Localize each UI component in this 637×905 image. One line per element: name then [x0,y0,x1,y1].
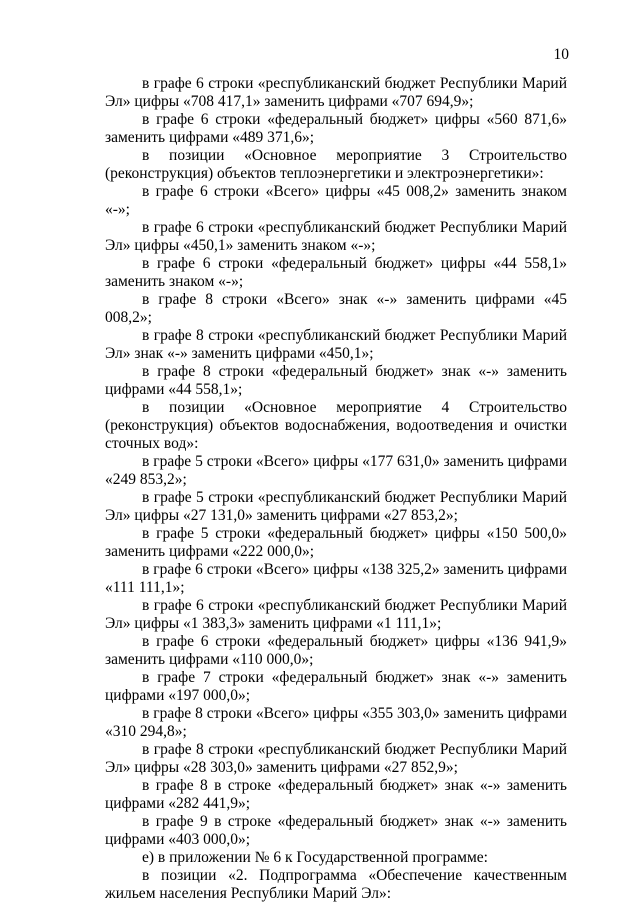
paragraph: в графе 9 в строке «федеральный бюджет» знак «-» заменить цифрами «403 000,0»; [105,813,567,848]
paragraph: в графе 5 строки «федеральный бюджет» цифры «150 500,0» заменить цифрами «222 000,0»; [105,525,567,560]
paragraph: в графе 6 строки «федеральный бюджет» цифры «44 558,1» заменить знаком «-»; [105,255,567,290]
page-number: 10 [553,46,569,63]
paragraph: в графе 8 строки «республиканский бюджет Республики Марий Эл» знак «-» заменить цифрами «450,1»; [105,327,567,362]
paragraph: в графе 5 строки «Всего» цифры «177 631,0» заменить цифрами «249 853,2»; [105,453,567,488]
paragraph: в графе 5 строки «республиканский бюджет Республики Марий Эл» цифры «27 131,0» заменить цифрами «27 853,2»; [105,489,567,524]
paragraph: в графе 8 строки «Всего» знак «-» заменить цифрами «45 008,2»; [105,291,567,326]
paragraph: в графе 6 строки «Всего» цифры «45 008,2» заменить знаком «-»; [105,183,567,218]
paragraph: в графе 7 строки «федеральный бюджет» знак «-» заменить цифрами «197 000,0»; [105,669,567,704]
paragraph: в графе 8 строки «республиканский бюджет Республики Марий Эл» цифры «28 303,0» заменить цифрами «27 852,9»; [105,741,567,776]
paragraph: в позиции «Основное мероприятие 4 Строительство (реконструкция) объектов водоснабжения, водоотведения и очистки сточных вод»: [105,399,567,452]
paragraph: в графе 8 строки «Всего» цифры «355 303,0» заменить цифрами «310 294,8»; [105,705,567,740]
paragraph: в позиции «2. Подпрограмма «Обеспечение качественным жильем населения Республики Марий Эл»: [105,867,567,902]
paragraph: в позиции «Основное мероприятие 3 Строительство (реконструкция) объектов теплоэнергетики и электроэнергетики»: [105,147,567,182]
paragraph: в графе 6 строки «федеральный бюджет» цифры «136 941,9» заменить цифрами «110 000,0»; [105,633,567,668]
paragraph: в графе 6 строки «Всего» цифры «138 325,2» заменить цифрами «111 111,1»; [105,561,567,596]
paragraph: в графе 6 строки «республиканский бюджет Республики Марий Эл» цифры «1 383,3» заменить цифрами «1 111,1»; [105,597,567,632]
paragraph: в графе 8 в строке «федеральный бюджет» знак «-» заменить цифрами «282 441,9»; [105,777,567,812]
paragraph: в графе 6 строки «республиканский бюджет Республики Марий Эл» цифры «450,1» заменить знаком «-»; [105,219,567,254]
paragraph: в графе 6 строки «федеральный бюджет» цифры «560 871,6» заменить цифрами «489 371,6»; [105,111,567,146]
paragraph: в графе 8 строки «федеральный бюджет» знак «-» заменить цифрами «44 558,1»; [105,363,567,398]
paragraph: в графе 6 строки «республиканский бюджет Республики Марий Эл» цифры «708 417,1» заменить цифрами «707 694,9»; [105,75,567,110]
paragraph: е) в приложении № 6 к Государственной программе: [142,849,488,866]
document-body [105,75,567,903]
